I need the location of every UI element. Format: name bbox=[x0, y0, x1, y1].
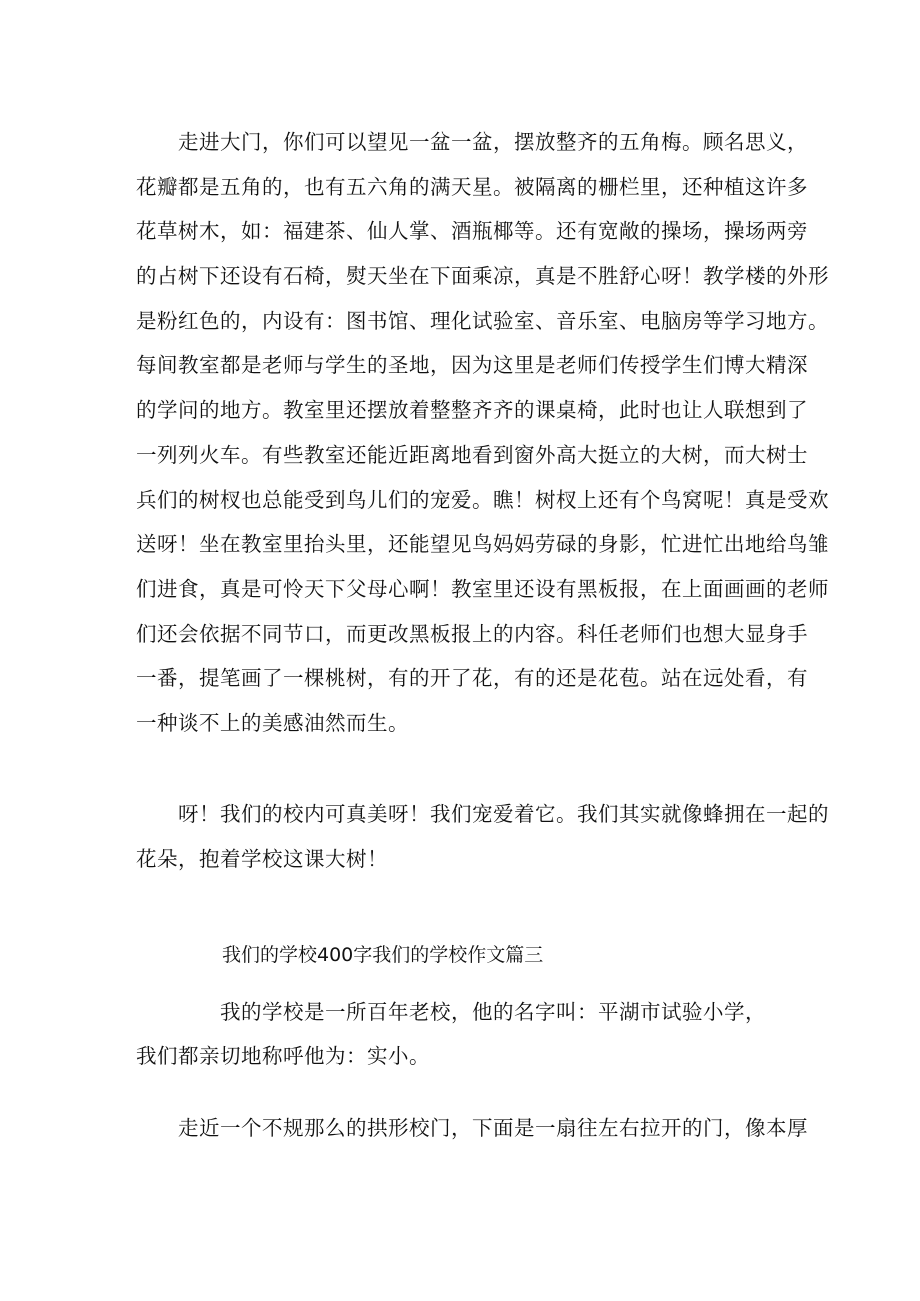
text-line: 花朵，抱着学校这课大树！ bbox=[136, 846, 388, 871]
text-line: 们进食，真是可怜天下父母心啊！教室里还设有黑板报，在上面画画的老师 bbox=[136, 576, 829, 601]
text-line: 花草树木，如：福建茶、仙人掌、酒瓶椰等。还有宽敞的操场，操场两旁 bbox=[136, 219, 808, 244]
text-line: 一番，提笔画了一棵桃树，有的开了花，有的还是花苞。站在远处看，有 bbox=[136, 666, 808, 691]
text-line: 花瓣都是五角的，也有五六角的满天星。被隔离的栅栏里，还种植这许多 bbox=[136, 174, 808, 199]
text-line: 每间教室都是老师与学生的圣地，因为这里是老师们传授学生们博大精深 bbox=[136, 353, 808, 378]
text-line: 送呀！坐在教室里抬头里，还能望见鸟妈妈劳碌的身影，忙进忙出地给鸟雏 bbox=[136, 532, 829, 557]
text-line: 走近一个不规那么的拱形校门，下面是一扇往左右拉开的门，像本厚 bbox=[136, 1116, 808, 1140]
text-line: 我的学校是一所百年老校，他的名字叫：平湖市试验小学， bbox=[136, 1000, 766, 1024]
text-line: 走进大门，你们可以望见一盆一盆，摆放整齐的五角梅。顾名思义， bbox=[136, 130, 808, 154]
text-line: 兵们的树杈也总能受到鸟儿们的宠爱。瞧！树杈上还有个鸟窝呢！真是受欢 bbox=[136, 487, 829, 512]
text-line: 一种谈不上的美感油然而生。 bbox=[136, 710, 409, 735]
text-line: 们还会依据不同节口，而更改黑板报上的内容。科任老师们也想大显身手 bbox=[136, 621, 808, 646]
paragraph-school-intro bbox=[136, 990, 766, 1078]
text-line: 我们都亲切地称呼他为：实小。 bbox=[136, 1044, 430, 1068]
text-line: 的学问的地方。教室里还摆放着整整齐齐的课桌椅，此时也让人联想到了 bbox=[136, 398, 808, 423]
paragraph-conclusion bbox=[136, 792, 829, 881]
paragraph-school-description bbox=[136, 120, 829, 746]
text-line: 呀！我们的校内可真美呀！我们宠爱着它。我们其实就像蜂拥在一起的 bbox=[136, 802, 829, 826]
section-title: 我们的学校400字我们的学校作文篇三 bbox=[222, 944, 544, 966]
text-line: 是粉红色的，内设有：图书馆、理化试验室、音乐室、电脑房等学习地方。 bbox=[136, 308, 829, 333]
text-line: 的占树下还设有石椅，熨天坐在下面乘凉，真是不胜舒心呀！教学楼的外形 bbox=[136, 264, 829, 289]
paragraph-school-gate bbox=[136, 1106, 808, 1150]
text-line: 一列列火车。有些教室还能近距离地看到窗外高大挺立的大树，而大树士 bbox=[136, 442, 808, 467]
